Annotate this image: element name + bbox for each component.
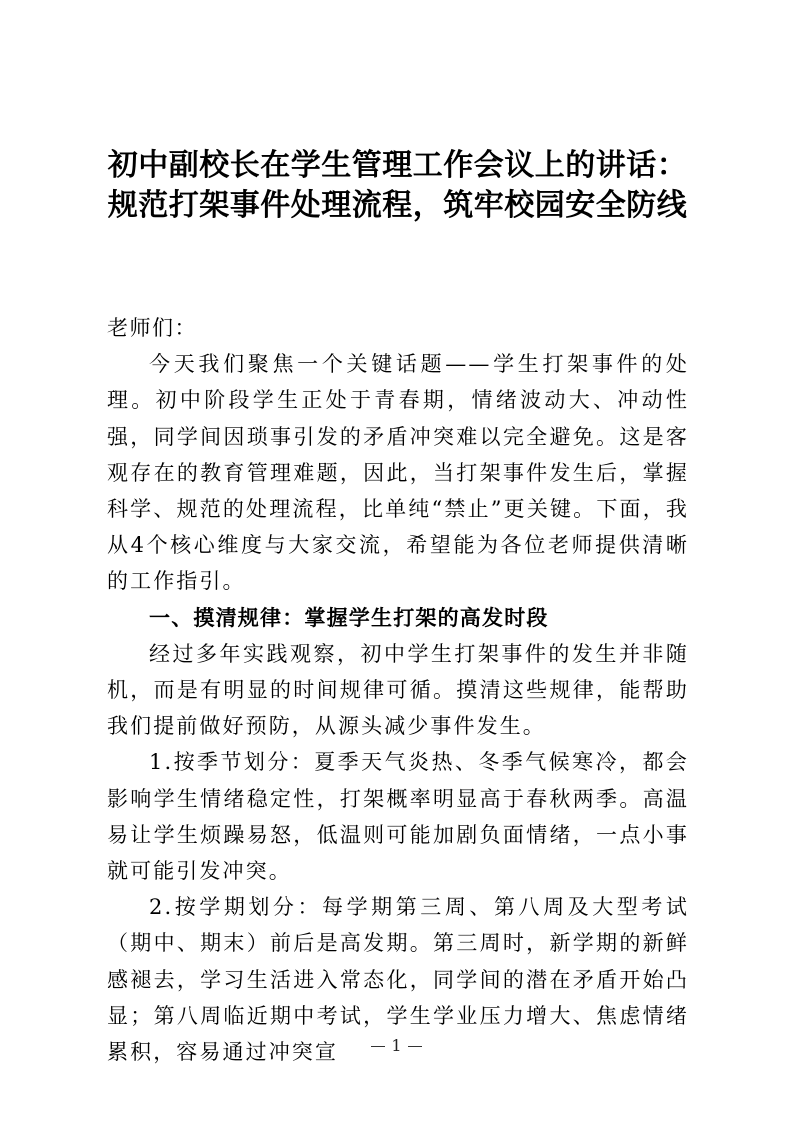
section-heading-1: 一、摸清规律：掌握学生打架的高发时段 <box>149 605 549 630</box>
section-1-intro: 经过多年实践观察，初中学生打架事件的发生并非随机，而是有明显的时间规律可循。摸清这些规律，能帮助我们提前做好预防，从源头减少事件发生。 <box>107 641 689 739</box>
salutation: 老师们： <box>107 316 197 340</box>
page-number: 1 <box>391 1036 402 1055</box>
footer-dash-right <box>408 1046 422 1047</box>
intro-paragraph: 今天我们聚焦一个关键话题——学生打架事件的处理。初中阶段学生正处于青春期，情绪波动大、冲动性强，同学间因琐事引发的矛盾冲突难以完全避免。这是客观存在的教育管理难题，因此，当打架事件发生后，掌握科学、规范的处理流程，比单纯“禁止”更关键。下面，我从4个核心维度与大家交流，希望能为各位老师提供清晰的工作指引。 <box>107 352 689 594</box>
document-title: 初中副校长在学生管理工作会议上的讲话：规范打架事件处理流程，筑牢校园安全防线 <box>107 148 688 223</box>
footer-dash-left <box>371 1046 385 1047</box>
section-1-point-1: 1.按季节划分：夏季天气炎热、冬季气候寒冷，都会影响学生情绪稳定性，打架概率明显高于春秋两季。高温易让学生烦躁易怒，低温则可能加剧负面情绪，一点小事就可能引发冲突。 <box>107 750 689 884</box>
section-1-point-2: 2.按学期划分：每学期第三周、第八周及大型考试（期中、期末）前后是高发期。第三周时，新学期的新鲜感褪去，学习生活进入常态化，同学间的潜在矛盾开始凸显；第八周临近期中考试，学生学业压力增大、焦虑情绪累积，容易通过冲突宣 <box>107 895 689 1065</box>
document-body <box>107 310 689 1070</box>
page-footer <box>0 1036 793 1056</box>
